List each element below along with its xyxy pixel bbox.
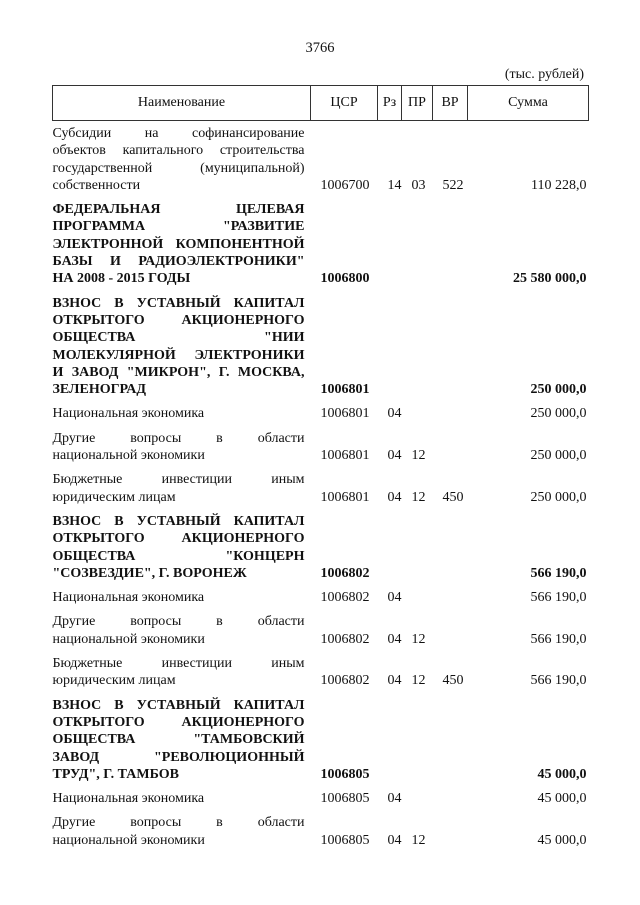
row-name-line: ОТКРЫТОГО АКЦИОНЕРНОГО [52,714,305,730]
row-rz: 04 [387,791,402,807]
row-name-line: ВЗНОС В УСТАВНЫЙ КАПИТАЛ [52,513,305,529]
row-name [53,423,311,465]
budget-table [52,85,589,849]
row-name-line: объектов капитального строительства [52,143,305,159]
row-vr [433,194,468,287]
row-name-line: ОТКРЫТОГО АКЦИОНЕРНОГО [52,312,305,328]
row-vr [433,398,468,422]
row-name [53,121,311,195]
row-name-line: ОБЩЕСТВА "ТАМБОВСКИЙ [52,732,305,748]
table-row [53,582,589,606]
table-row [53,194,589,287]
header-csr: ЦСР [311,86,378,121]
row-sum: 110 228,0 [531,177,587,193]
row-rz: 04 [387,673,402,689]
row-name [53,506,311,582]
row-name-line: ЗЕЛЕНОГРАД [52,382,147,398]
row-name-line: ЭЛЕКТРОННОЙ КОМПОНЕНТНОЙ [52,236,305,252]
row-name-line: ПРОГРАММА "РАЗВИТИЕ [52,219,305,235]
row-sum: 45 000,0 [537,766,587,782]
row-pr [402,690,433,783]
row-csr: 1006805 [320,766,370,782]
row-name-line: "СОЗВЕЗДИЕ", Г. ВОРОНЕЖ [52,565,247,581]
row-name-line: ОБЩЕСТВА "НИИ [52,330,305,346]
row-name-line: ФЕДЕРАЛЬНАЯ ЦЕЛЕВАЯ [52,202,305,218]
header-name: Наименование [53,86,311,121]
row-rz: 04 [387,832,402,848]
row-csr: 1006802 [320,631,370,647]
table-row [53,807,589,849]
row-name-line: ВЗНОС В УСТАВНЫЙ КАПИТАЛ [52,295,305,311]
row-name-line: Другие вопросы в области [52,815,305,831]
table-row [53,690,589,783]
row-rz: 04 [387,489,402,505]
table-row [53,783,589,807]
row-pr [402,194,433,287]
row-name-line: ТРУД", Г. ТАМБОВ [52,766,179,782]
row-pr: 12 [411,673,426,689]
row-vr: 450 [442,673,464,689]
page-number: 3766 [305,40,335,56]
row-sum: 566 190,0 [530,590,587,606]
row-sum: 566 190,0 [530,565,587,581]
row-pr: 03 [411,177,426,193]
header-rz: Рз [378,86,402,121]
row-csr: 1006801 [320,382,370,398]
row-csr: 1006802 [320,590,370,606]
table-row [53,288,589,399]
units-label: (тыс. рублей) [504,67,584,82]
row-name-line: национальной экономики [52,448,205,464]
row-rz: 04 [387,448,402,464]
row-sum: 250 000,0 [530,489,587,505]
table-header [53,86,589,121]
header-sum: Сумма [468,86,589,121]
row-pr [402,506,433,582]
row-name-line: собственности [52,177,141,193]
row-name-line: юридическим лицам [52,489,176,505]
row-name-line: ОТКРЫТОГО АКЦИОНЕРНОГО [52,531,305,547]
row-rz [378,690,402,783]
row-name-line: ЗАВОД "РЕВОЛЮЦИОННЫЙ [52,749,305,765]
row-sum: 250 000,0 [530,382,587,398]
row-sum: 25 580 000,0 [513,271,587,287]
row-name-line: МОЛЕКУЛЯРНОЙ ЭЛЕКТРОНИКИ [52,347,305,363]
row-vr [433,582,468,606]
row-name-line: государственной (муниципальной) [52,160,305,176]
table-row [53,506,589,582]
table-row [53,398,589,422]
row-name [53,783,311,807]
row-pr: 12 [411,448,426,464]
row-name-line: Субсидии на софинансирование [52,126,305,141]
row-name-line: юридическим лицам [52,673,176,689]
row-csr: 1006801 [320,489,370,505]
row-csr: 1006805 [320,791,370,807]
row-pr [402,582,433,606]
row-name-line: Национальная экономика [52,406,205,422]
table-row [53,121,589,195]
header-vr: ВР [433,86,468,121]
row-vr [433,783,468,807]
row-sum: 566 190,0 [530,631,587,647]
row-sum: 250 000,0 [530,406,587,422]
row-pr [402,783,433,807]
row-sum: 45 000,0 [537,791,587,807]
row-csr: 1006802 [320,673,370,689]
row-name-line: Национальная экономика [52,791,205,807]
row-name-line: национальной экономики [52,631,205,647]
row-name-line: ВЗНОС В УСТАВНЫЙ КАПИТАЛ [52,697,305,713]
row-name-line: Другие вопросы в области [52,614,305,630]
row-pr: 12 [411,832,426,848]
row-sum: 45 000,0 [537,832,587,848]
row-name [53,807,311,849]
row-name [53,194,311,287]
row-name [53,648,311,690]
row-rz [378,288,402,399]
header-pr: ПР [402,86,433,121]
row-vr [433,807,468,849]
row-name-line: ОБЩЕСТВА "КОНЦЕРН [52,548,305,564]
row-name-line: И ЗАВОД "МИКРОН", Г. МОСКВА, [52,364,305,380]
row-vr [433,288,468,399]
table-row [53,606,589,648]
row-name [53,690,311,783]
row-csr: 1006801 [320,406,370,422]
row-csr: 1006805 [320,832,370,848]
row-csr: 1006800 [320,271,370,287]
row-name [53,464,311,506]
row-rz: 14 [387,177,402,193]
row-name [53,582,311,606]
row-name-line: Бюджетные инвестиции иным [52,656,305,672]
row-vr [433,606,468,648]
table-row [53,648,589,690]
row-csr: 1006801 [320,448,370,464]
row-pr: 12 [411,489,426,505]
row-name [53,606,311,648]
row-vr [433,423,468,465]
row-vr [433,506,468,582]
table-row [53,464,589,506]
row-name-line: НА 2008 - 2015 ГОДЫ [52,271,191,287]
row-vr: 450 [442,489,464,505]
row-rz [378,194,402,287]
row-sum: 250 000,0 [530,448,587,464]
row-csr: 1006700 [320,177,370,193]
row-pr: 12 [411,631,426,647]
row-name-line: БАЗЫ И РАДИОЭЛЕКТРОНИКИ" [52,254,305,270]
row-name [53,398,311,422]
row-csr: 1006802 [320,565,370,581]
row-vr [433,690,468,783]
row-name-line: национальной экономики [52,832,205,848]
row-pr [402,398,433,422]
row-rz [378,506,402,582]
row-name-line: Другие вопросы в области [52,430,305,446]
row-name [53,288,311,399]
row-vr: 522 [442,177,464,193]
row-rz: 04 [387,631,402,647]
row-rz: 04 [387,590,402,606]
row-pr [402,288,433,399]
row-sum: 566 190,0 [530,673,587,689]
row-name-line: Национальная экономика [52,590,205,606]
row-rz: 04 [387,406,402,422]
table-row [53,423,589,465]
row-name-line: Бюджетные инвестиции иным [52,472,305,488]
